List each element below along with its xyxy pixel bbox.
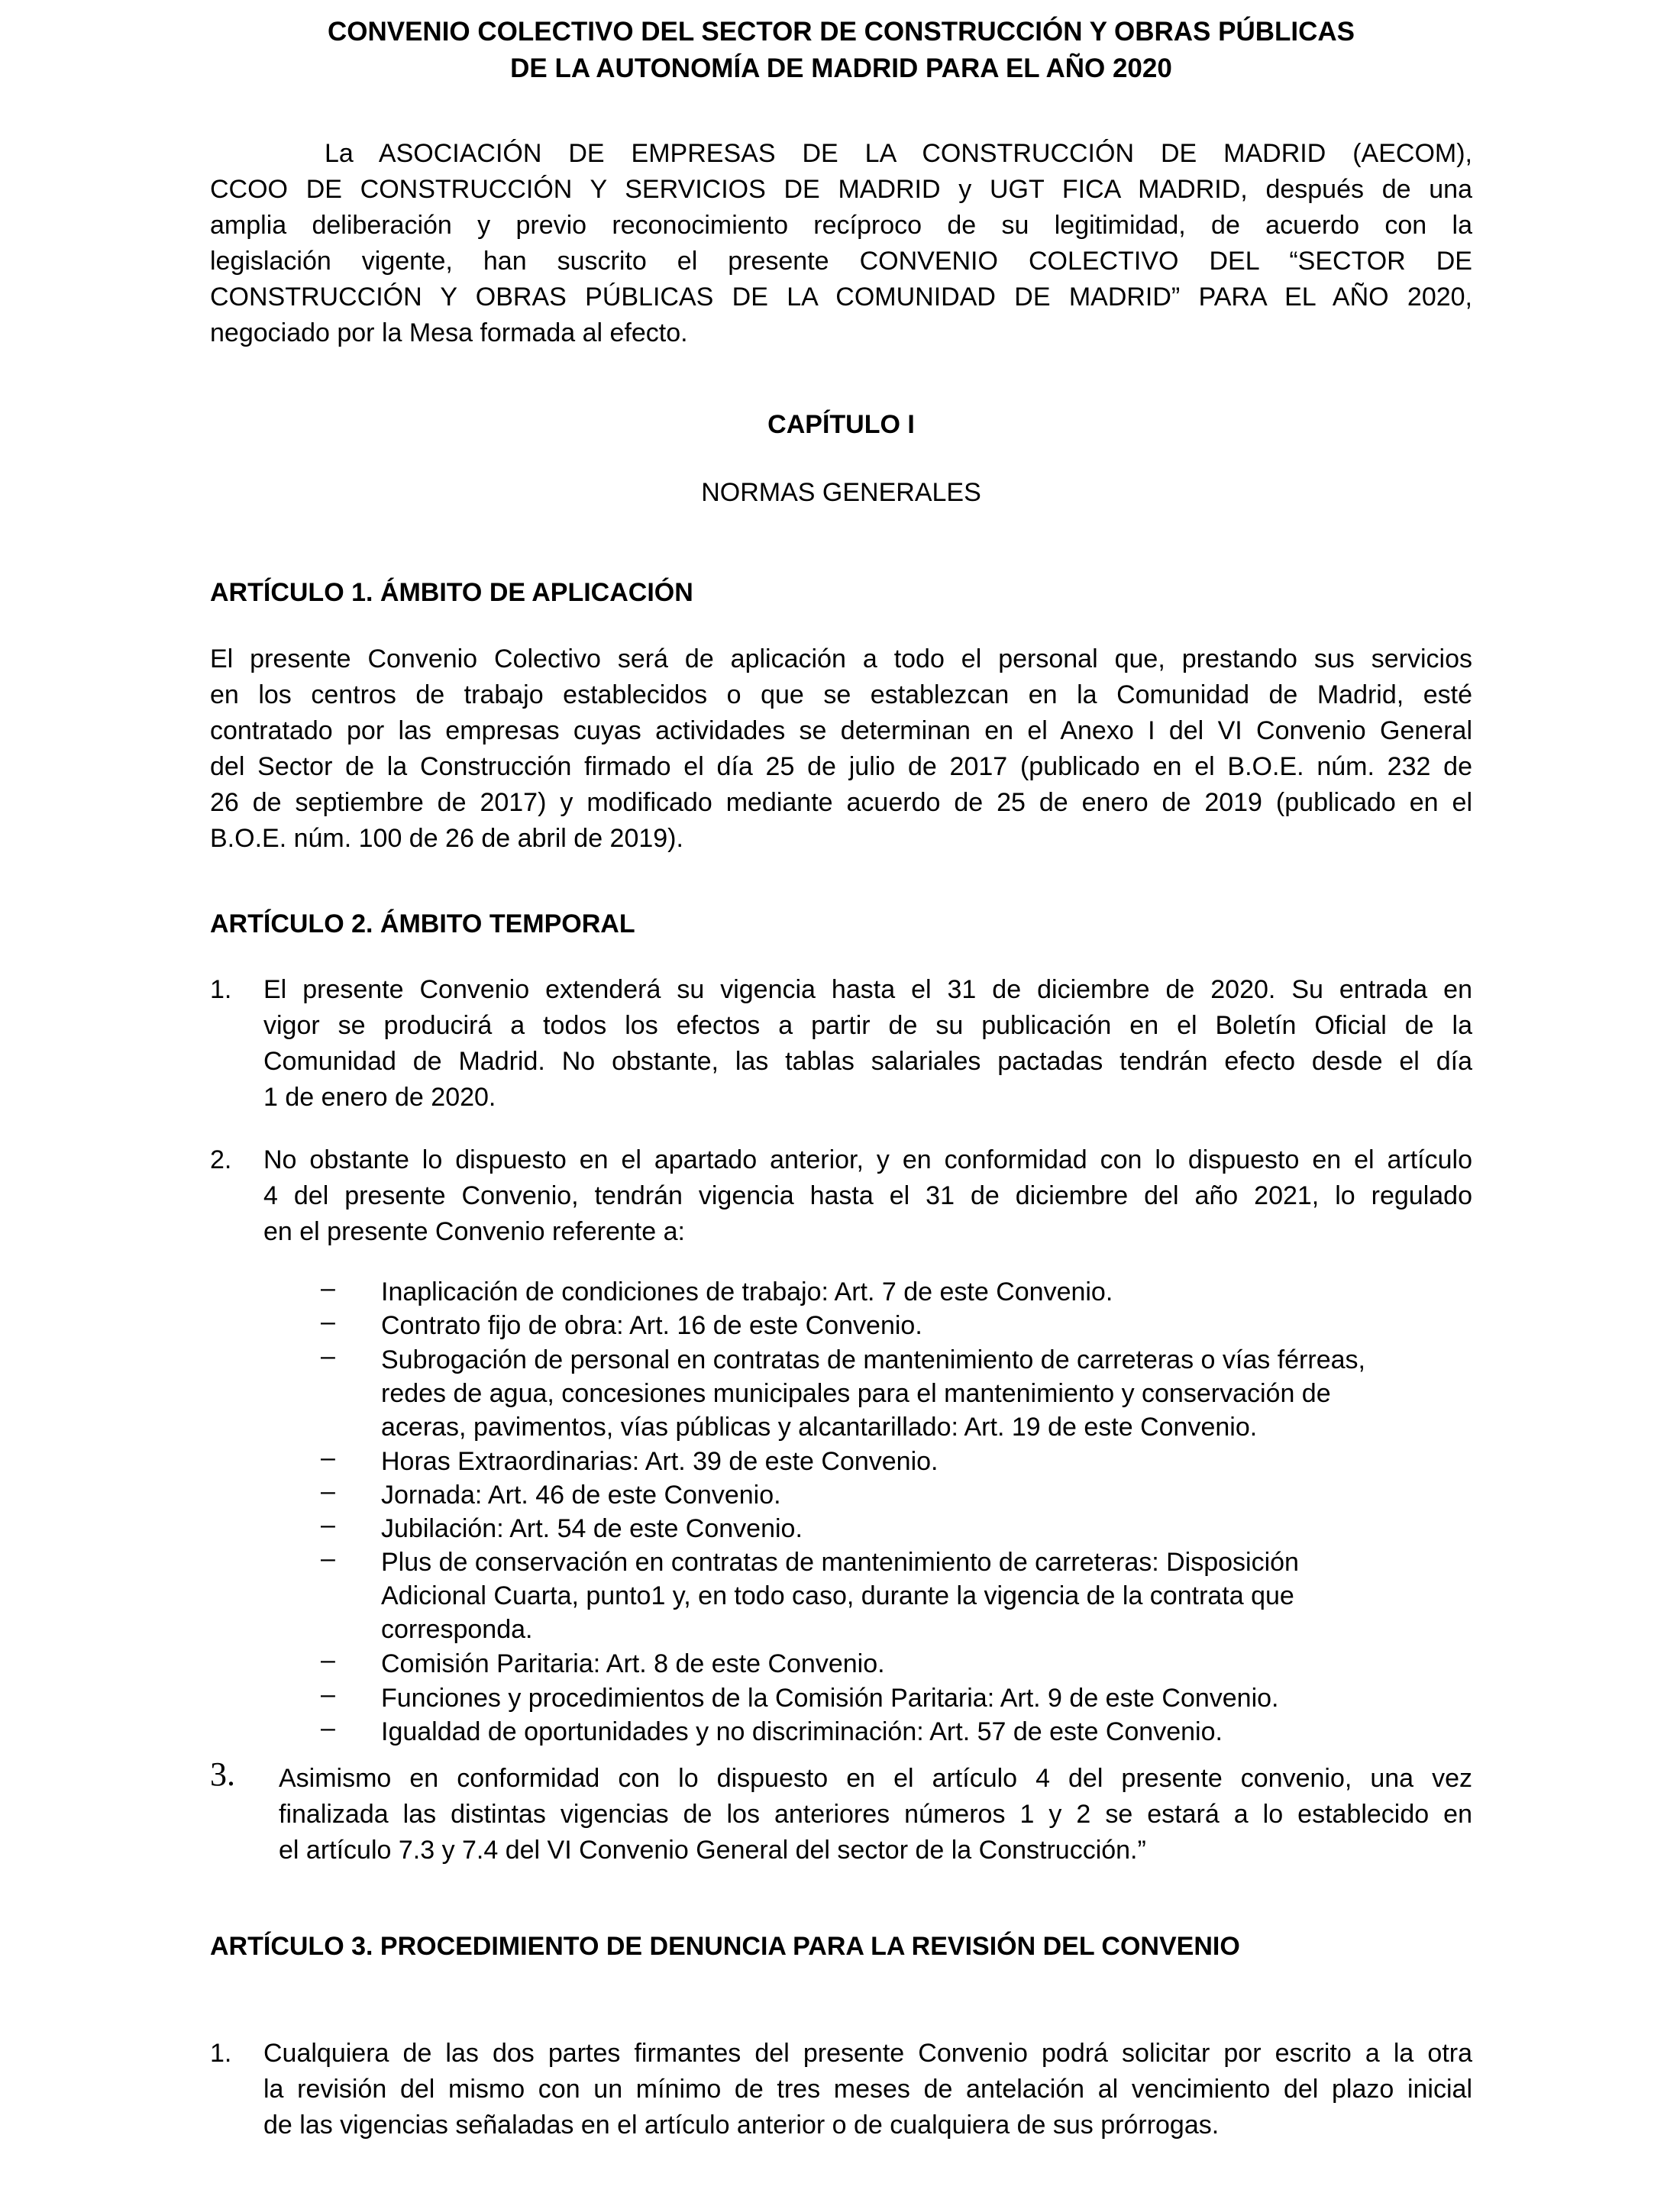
bullet-dash-icon: – <box>321 1544 335 1574</box>
bullet-item <box>381 1275 1472 1309</box>
text-line: Funciones y procedimientos de la Comisión Paritaria: Art. 9 de este Convenio. <box>381 1683 1279 1713</box>
text-line: Horas Extraordinarias: Art. 39 de este Convenio. <box>381 1446 939 1476</box>
chapter-subtitle: NORMAS GENERALES <box>701 478 981 507</box>
text-line: finalizada las distintas vigencias de los anteriores números 1 y 2 se estará a lo establecido en <box>279 1800 1472 1829</box>
text-line: El presente Convenio extenderá su vigencia hasta el 31 de diciembre de 2020. Su entrada en <box>263 975 1472 1004</box>
text-line: 26 de septiembre de 2017) y modificado mediante acuerdo de 25 de enero de 2019 (publicado en el <box>210 788 1472 817</box>
text-line: No obstante lo dispuesto en el apartado anterior, y en conformidad con lo dispuesto en el artículo <box>263 1145 1472 1174</box>
text-line: CONSTRUCCIÓN Y OBRAS PÚBLICAS DE LA COMUNIDAD DE MADRID” PARA EL AÑO 2020, <box>210 283 1472 312</box>
text-line: redes de agua, concesiones municipales para el mantenimiento y conservación de <box>381 1378 1331 1408</box>
text-line: legislación vigente, han suscrito el presente CONVENIO COLECTIVO DEL “SECTOR DE <box>210 247 1472 276</box>
bullet-item <box>381 1647 1472 1681</box>
text-line: 1 de enero de 2020. <box>263 1083 496 1112</box>
bullet-item <box>381 1715 1472 1749</box>
article-3-heading: ARTÍCULO 3. PROCEDIMIENTO DE DENUNCIA PARA LA REVISIÓN DEL CONVENIO <box>210 1932 1240 1961</box>
text-line: de las vigencias señaladas en el artículo anterior o de cualquiera de sus prórrogas. <box>263 2111 1220 2140</box>
bullet-dash-icon: – <box>321 1679 335 1709</box>
text-line: amplia deliberación y previo reconocimiento recíproco de su legitimidad, de acuerdo con la <box>210 211 1472 240</box>
bullet-item <box>381 1309 1472 1342</box>
bullet-item <box>381 1545 1472 1646</box>
article-2-item-2 <box>263 1142 1472 1250</box>
text-line: Igualdad de oportunidades y no discriminación: Art. 57 de este Convenio. <box>381 1717 1223 1746</box>
text-line: Jornada: Art. 46 de este Convenio. <box>381 1480 781 1510</box>
text-line: Comisión Paritaria: Art. 8 de este Convenio. <box>381 1649 885 1679</box>
item-number: 1. <box>210 975 232 1004</box>
text-line: Adicional Cuarta, punto1 y, en todo caso, durante la vigencia de la contrata que <box>381 1581 1294 1611</box>
bullet-item <box>381 1343 1472 1444</box>
article-3-item-1 <box>263 2036 1472 2143</box>
text-line: el artículo 7.3 y 7.4 del VI Convenio General del sector de la Construcción.” <box>279 1836 1146 1865</box>
bullet-dash-icon: – <box>321 1510 335 1540</box>
document-title <box>210 14 1472 87</box>
text-line: Plus de conservación en contratas de mantenimiento de carreteras: Disposición <box>381 1548 1299 1578</box>
text-line: en los centros de trabajo establecidos o que se establezcan en la Comunidad de Madrid, esté <box>210 680 1472 709</box>
text-line: Jubilación: Art. 54 de este Convenio. <box>381 1514 803 1544</box>
text-line: aceras, pavimentos, vías públicas y alcantarillado: Art. 19 de este Convenio. <box>381 1412 1258 1442</box>
article-2-item-1 <box>263 972 1472 1116</box>
text-line: Subrogación de personal en contratas de mantenimiento de carreteras o vías férreas, <box>381 1345 1365 1374</box>
text-line: Inaplicación de condiciones de trabajo: Art. 7 de este Convenio. <box>381 1277 1113 1306</box>
text-line: El presente Convenio Colectivo será de aplicación a todo el personal que, prestando sus servicios <box>210 644 1472 673</box>
bullet-dash-icon: – <box>321 1307 335 1337</box>
chapter-title: CAPÍTULO I <box>767 410 915 439</box>
bullet-dash-icon: – <box>321 1442 335 1472</box>
text-line: 4 del presente Convenio, tendrán vigencia hasta el 31 de diciembre del año 2021, lo regulado <box>263 1181 1472 1210</box>
bullet-item <box>381 1445 1472 1478</box>
bullet-dash-icon: – <box>321 1713 335 1742</box>
text-line: vigor se producirá a todos los efectos a partir de su publicación en el Boletín Oficial de la <box>263 1011 1472 1040</box>
item-number: 2. <box>210 1145 232 1174</box>
text-line: La ASOCIACIÓN DE EMPRESAS DE LA CONSTRUCCIÓN DE MADRID (AECOM), <box>325 139 1472 168</box>
article-1-paragraph <box>210 641 1472 857</box>
text-line: Comunidad de Madrid. No obstante, las tablas salariales pactadas tendrán efecto desde el día <box>263 1047 1472 1076</box>
text-line: Cualquiera de las dos partes firmantes del presente Convenio podrá solicitar por escrito a la otra <box>263 2039 1472 2068</box>
article-2-heading: ARTÍCULO 2. ÁMBITO TEMPORAL <box>210 909 635 938</box>
text-line: DE LA AUTONOMÍA DE MADRID PARA EL AÑO 2020 <box>510 53 1172 83</box>
bullet-dash-icon: – <box>321 1274 335 1303</box>
text-line: Contrato fijo de obra: Art. 16 de este Convenio. <box>381 1311 922 1341</box>
item-number: 3. <box>210 1755 235 1793</box>
bullet-item <box>381 1681 1472 1715</box>
text-line: contratado por las empresas cuyas actividades se determinan en el Anexo I del VI Convenio General <box>210 716 1472 745</box>
text-line: CONVENIO COLECTIVO DEL SECTOR DE CONSTRUCCIÓN Y OBRAS PÚBLICAS <box>327 17 1355 47</box>
bullet-dash-icon: – <box>321 1646 335 1675</box>
article-2-item-3 <box>279 1761 1472 1868</box>
text-line: negociado por la Mesa formada al efecto. <box>210 318 688 347</box>
text-line: corresponda. <box>381 1615 533 1645</box>
text-line: la revisión del mismo con un mínimo de tres meses de antelación al vencimiento del plazo inicial <box>263 2075 1472 2104</box>
bullet-dash-icon: – <box>321 1341 335 1371</box>
item-number: 1. <box>210 2039 232 2068</box>
article-1-heading: ARTÍCULO 1. ÁMBITO DE APLICACIÓN <box>210 578 693 607</box>
text-line: CCOO DE CONSTRUCCIÓN Y SERVICIOS DE MADRID y UGT FICA MADRID, después de una <box>210 175 1472 204</box>
text-line: B.O.E. núm. 100 de 26 de abril de 2019). <box>210 824 683 853</box>
bullet-item <box>381 1512 1472 1545</box>
intro-paragraph <box>210 136 1472 351</box>
text-line: del Sector de la Construcción firmado el día 25 de julio de 2017 (publicado en el B.O.E. núm. 232 de <box>210 752 1472 781</box>
text-line: en el presente Convenio referente a: <box>263 1217 685 1246</box>
bullet-item <box>381 1478 1472 1512</box>
text-line: Asimismo en conformidad con lo dispuesto en el artículo 4 del presente convenio, una vez <box>279 1764 1472 1793</box>
bullet-dash-icon: – <box>321 1476 335 1506</box>
